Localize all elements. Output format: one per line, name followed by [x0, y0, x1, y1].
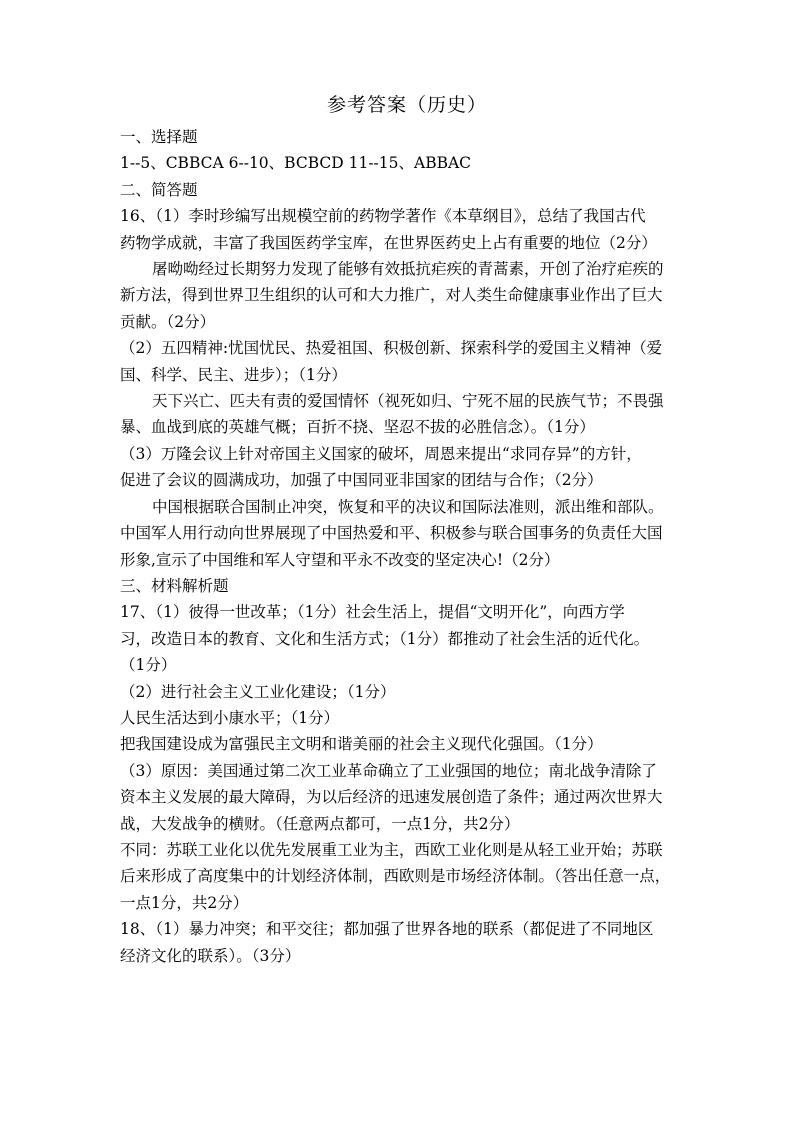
answer-line: 经济文化的联系）。（3分） — [120, 946, 301, 965]
answer-line: 新方法，得到世界卫生组织的认可和大力推广，对人类生命健康事业作出了巨大 — [120, 286, 663, 305]
answer-line: 促进了会议的圆满成功，加强了中国同亚非国家的团结与合作；（2分） — [120, 471, 603, 490]
answer-line: 屠呦呦经过长期努力发现了能够有效抵抗疟疾的青蒿素，开创了治疗疟疾的 — [152, 260, 664, 279]
answer-line: 一点1分，共2分） — [120, 893, 249, 912]
answer-line: 中国军人用行动向世界展现了中国热爱和平、积极参与联合国事务的负责任大国 — [120, 524, 663, 543]
answer-line: 习，改造日本的教育、文化和生活方式；（1分）都推动了社会生活的近代化。 — [120, 629, 650, 648]
document-title: 参考答案（历史） — [326, 94, 487, 116]
answer-line: （2）五四精神:忧国忧民、热爱祖国、积极创新、探索科学的爱国主义精神（爱 — [120, 339, 663, 358]
answer-line: 药物学成就，丰富了我国医药学宝库，在世界医药史上占有重要的地位（2分） — [120, 233, 657, 252]
answer-line: 战，大发战争的横财。（任意两点都可，一点1分，共2分） — [120, 814, 520, 833]
answer-body — [120, 124, 694, 969]
answer-line: 1--5、CBBCA 6--10、BCBCD 11--15、ABBAC — [120, 154, 472, 173]
answer-line: 贡献。（2分） — [120, 312, 216, 331]
answer-line: 二、简答题 — [120, 180, 198, 199]
answer-line: 16、（1）李时珍编写出规模空前的药物学著作《本草纲目》，总结了我国古代 — [120, 207, 646, 226]
answer-line: 后来形成了高度集中的计划经济体制，西欧则是市场经济体制。（答出任意一点， — [120, 867, 671, 886]
answer-line: 一、选择题 — [120, 128, 198, 146]
answer-line: 17、（1）彼得一世改革；（1分）社会生活上，提倡“文明开化”，向西方学 — [120, 603, 625, 622]
answer-line: 资本主义发展的最大障碍，为以后经济的迅速发展创造了条件；通过两次世界大 — [120, 788, 663, 807]
answer-line: 国、科学、民主、进步）；（1分） — [120, 365, 347, 384]
answer-line: 暴、血战到底的英雄气概；百折不挠、坚忍不拔的必胜信念）。（1分） — [120, 418, 595, 437]
answer-line: （3）原因：美国通过第二次工业革命确立了工业强国的地位；南北战争清除了 — [120, 761, 657, 780]
answer-line: （2）进行社会主义工业化建设；（1分） — [120, 682, 396, 701]
answer-line: （1分） — [120, 656, 177, 675]
answer-line: 18、（1）暴力冲突；和平交往；都加强了世界各地的联系（都促进了不同地区 — [120, 920, 654, 939]
answer-line: 人民生活达到小康水平；（1分） — [120, 708, 340, 727]
answer-line: 不同：苏联工业化以优先发展重工业为主，西欧工业化则是从轻工业开始；苏联 — [120, 840, 663, 859]
answer-line: （3）万隆会议上针对帝国主义国家的破坏，周恩来提出“求同存异”的方针， — [120, 444, 642, 463]
answer-line: 把我国建设成为富强民主文明和谐美丽的社会主义现代化强国。（1分） — [120, 735, 603, 754]
answer-line: 中国根据联合国制止冲突，恢复和平的决议和国际法准则，派出维和部队。 — [152, 497, 664, 516]
answer-line: 天下兴亡、匹夫有责的爱国情怀（视死如归、宁死不屈的民族气节；不畏强 — [152, 392, 664, 411]
answer-line: 三、材料解析题 — [120, 576, 229, 595]
answer-line: 形象,宣示了中国维和军人守望和平永不改变的坚定决心!（2分） — [120, 550, 560, 569]
